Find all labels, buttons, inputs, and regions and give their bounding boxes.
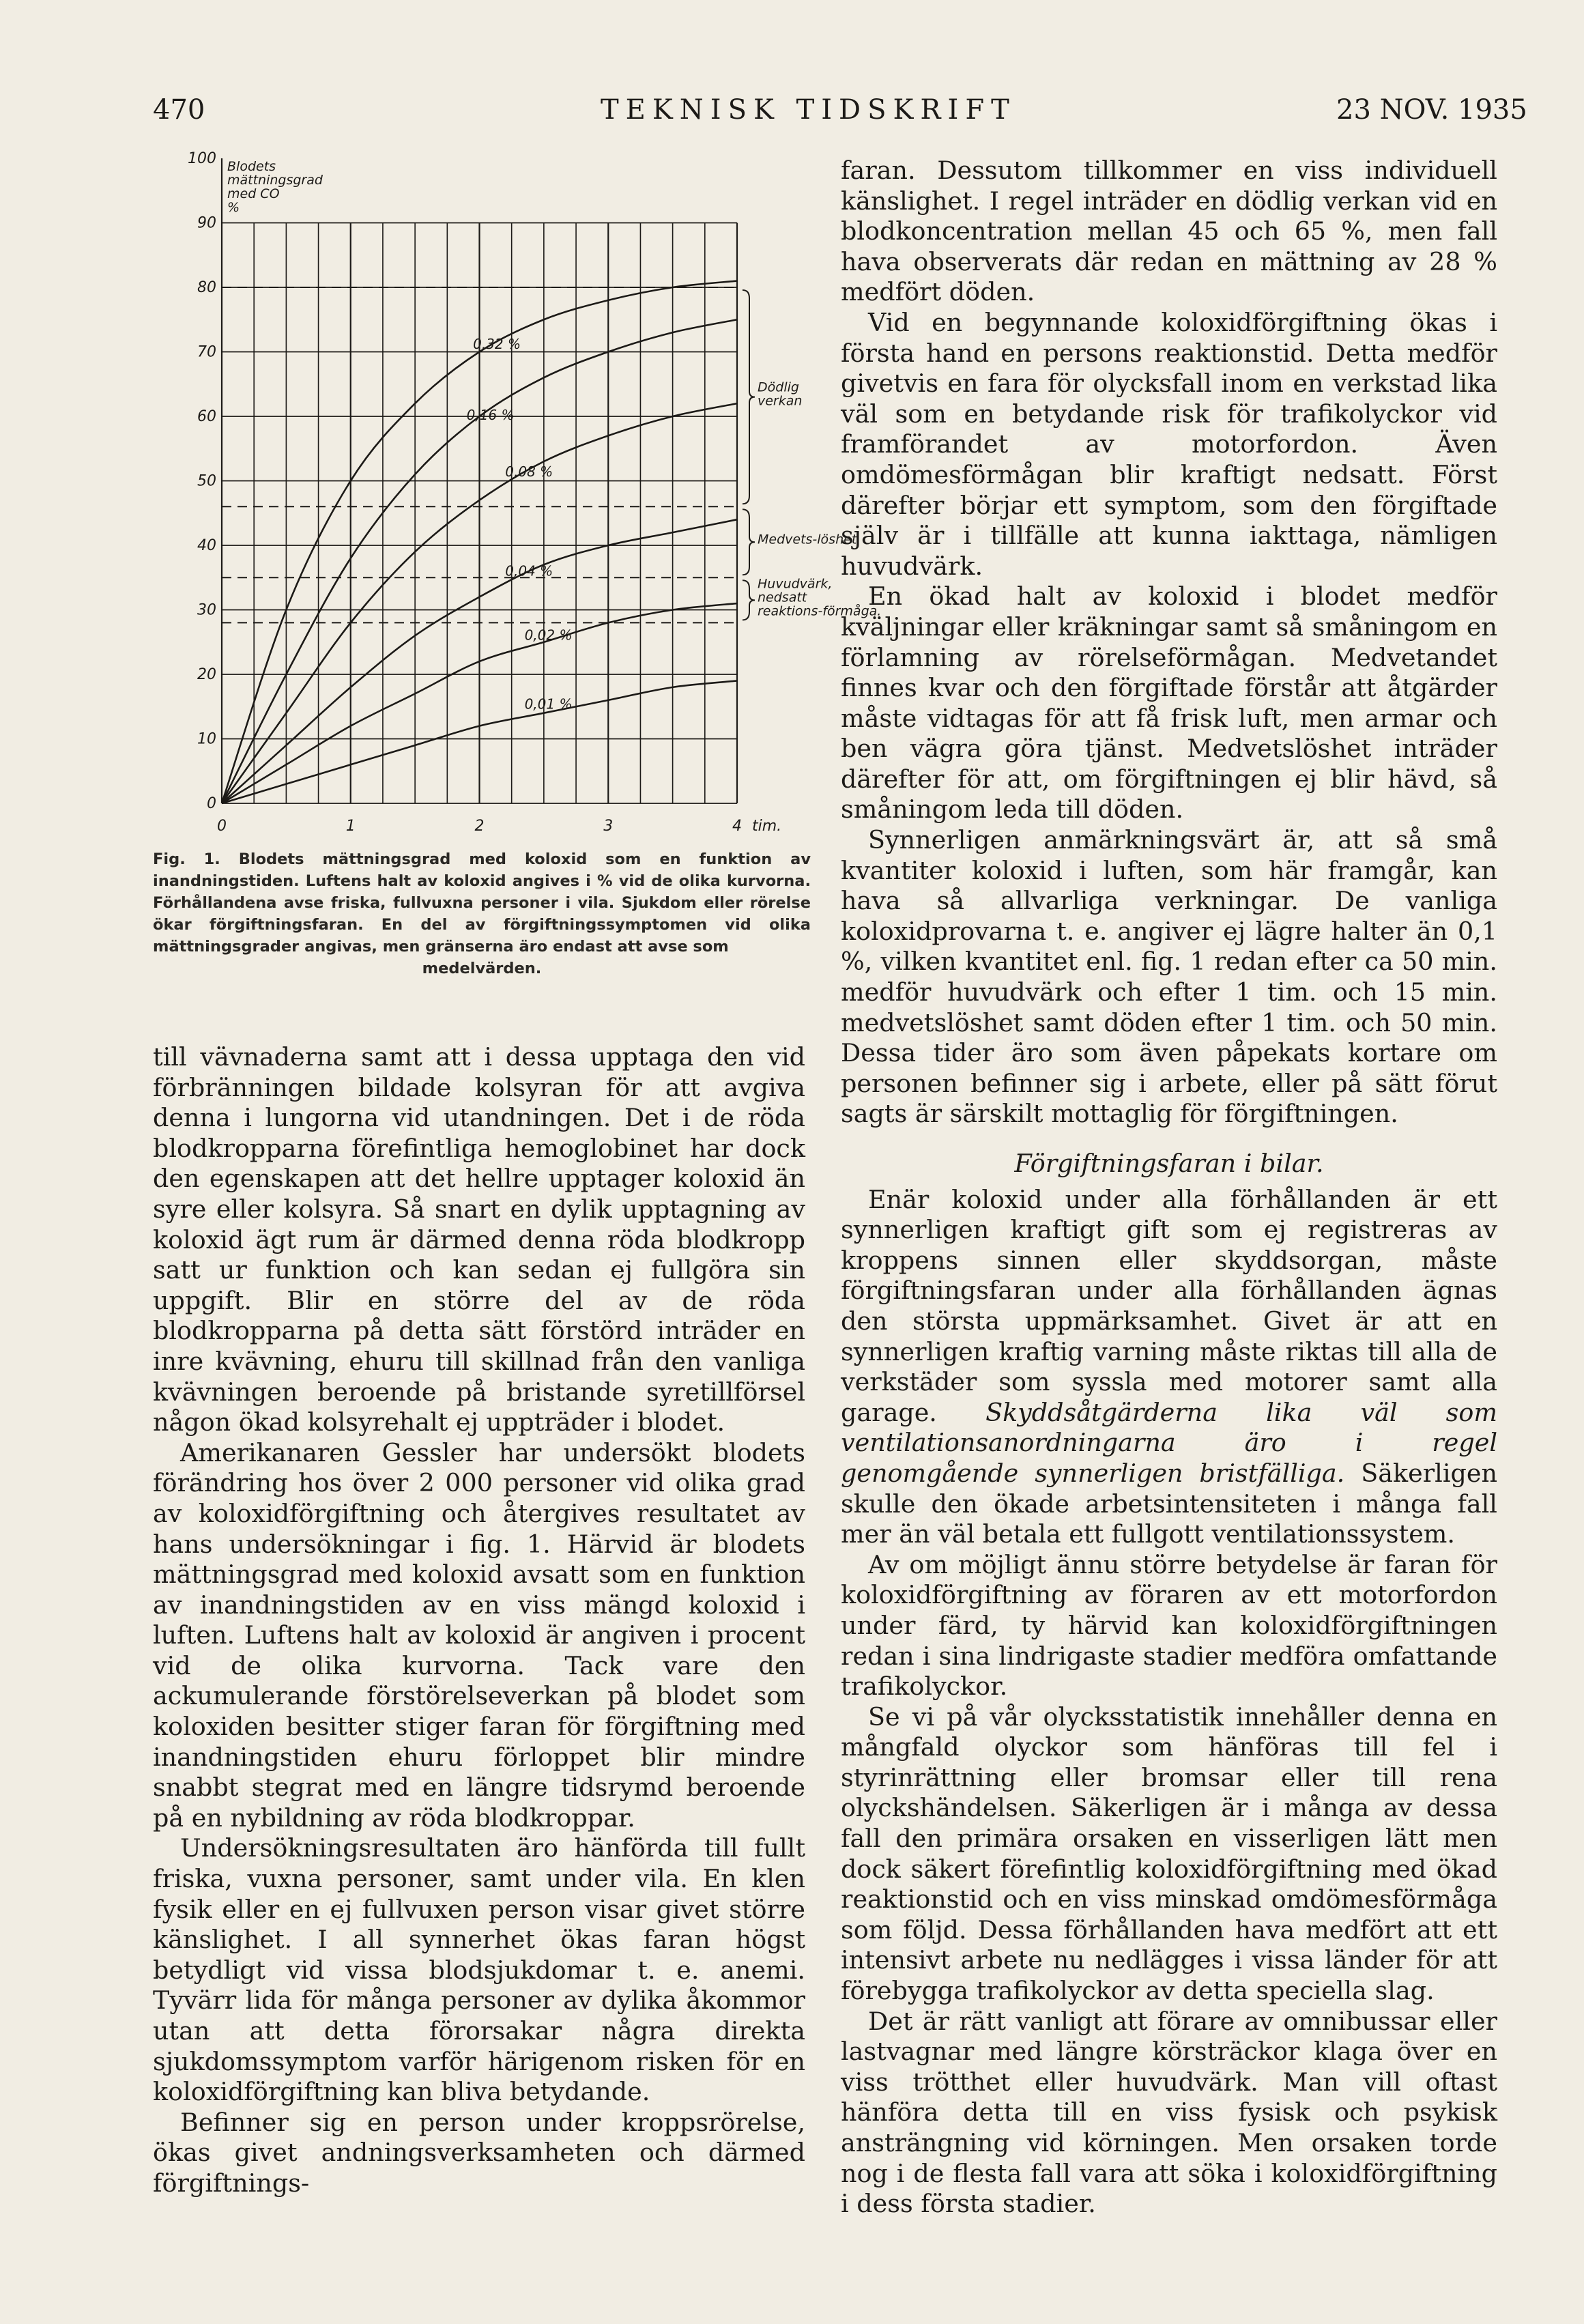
- paragraph: Undersökningsresultaten äro hänförda till fullt friska, vuxna personer, samt under vila. En klen fysik eller en ej fullvuxen person visar givet större känslighet. I all synnerhet ökas faran högst betydligt vid vissa blodsjukdomar t. e. anemi. Tyvärr lida för många personer av dylika åkommor utan att detta förorsakar några direkta sjukdomssymptom varför härigenom risken för en koloxidförgiftning kan bliva betydande.: [153, 1833, 805, 2107]
- paragraph: Amerikanaren Gessler har undersökt blodets förändring hos över 2 000 personer vid olika grad av koloxidförgiftning och återgives resultatet av hans undersökningar i fig. 1. Härvid är blodets mättningsgrad med koloxid avsatt som en funktion av inandningstiden av en viss mängd koloxid i luften. Luftens halt av koloxid är angiven i procent vid de olika kurvorna. Tack vare den ackumulerande förstörelseverkan på blodet som koloxiden besitter stiger faran för förgiftning med inandningstiden ehuru förloppet blir mindre snabbt stegrat med en längre tidsrymd beroende på en nybildning av röda blodkroppar.: [153, 1437, 805, 1833]
- paragraph: faran. Dessutom tillkommer en viss individuell känslighet. I regel inträder en dödlig verkan vid en blodkoncentration mellan 45 och 65 %, men fall hava observerats där redan en mättning av 28 % medfört döden.: [841, 156, 1497, 307]
- paragraph: Av om möjligt ännu större betydelse är faran för koloxidförgiftning av föraren av ett motorfordon under färd, ty härvid kan koloxidförgiftningen redan i sina lindrigaste stadier medföra omfattande trafikolyckor.: [841, 1549, 1497, 1702]
- paragraph: Vid en begynnande koloxidförgiftning ökas i första hand en persons reaktionstid. Detta medför givetvis en fara för olycksfall inom en verkstad lika väl som en betydande risk för trafikolyckor vid framförandet av motorfordon. Även omdömesförmågan blir kraftigt nedsatt. Först därefter börjar ett symptom, som den förgiftade själv är i tillfälle att kunna iakttaga, nämligen huvudvärk.: [841, 307, 1497, 581]
- y-tick-label: 90: [197, 214, 216, 232]
- annotation-line: Dödlig: [758, 379, 799, 395]
- caption-tail: medelvärden.: [422, 960, 542, 977]
- y-tick-label: 60: [197, 408, 216, 425]
- issue-date: 23 NOV. 1935: [1336, 94, 1527, 126]
- emphasized-text: Skyddsåtgärderna lika väl som ventilationsanordningarna äro i regel genomgående synnerligen bristfälliga.: [841, 1397, 1497, 1488]
- x-tick-label: 0: [217, 818, 227, 835]
- y-tick-label: 50: [197, 472, 216, 490]
- page-header: [0, 94, 1584, 135]
- paragraph: [841, 1185, 1497, 1550]
- series-label: 0,02 %: [524, 627, 573, 644]
- y-tick-label: 20: [197, 666, 216, 683]
- series-label: 0,08 %: [505, 463, 553, 480]
- paragraph-text: Enär koloxid under alla förhållanden är ett synnerligen kraftigt gift som ej registreras av kroppens sinnen eller skyddsorgan, måste förgiftningsfaran under alla förhållanden ägnas den största uppmärksamhet. Givet är att en synnerligen kraftig varning måste riktas till alla de verkstäder som syssla med motorer samt alla garage.: [841, 1184, 1497, 1427]
- x-tick-label: 1: [345, 818, 356, 835]
- right-column: [841, 156, 1497, 2220]
- annotation-line: Medvets-löshet: [758, 532, 857, 547]
- figure-caption: [153, 848, 811, 979]
- co-saturation-chart: [188, 150, 882, 848]
- annotation-bracket: [743, 509, 755, 575]
- annotation-line: nedsatt: [758, 590, 807, 605]
- chart-ticks: [188, 150, 781, 835]
- paragraph: till vävnaderna samt att i dessa upptaga den vid förbränningen bildade kolsyran för att avgiva denna i lungorna vid utandningen. Det i de röda blodkropparna förefintliga hemoglobinet har dock den egenskapen att det hellre upptager koloxid än syre eller kolsyra. Så snart en dylik upptagning av koloxid ägt rum är därmed denna röda blodkropp satt ur funktion och kan sedan ej fullgöra sin uppgift. Blir en större del av de röda blodkropparna på detta sätt förstörd inträder en inre kvävning, ehuru till skillnad från den vanliga kvävningen beroende på bristande syretillförsel någon ökad kolsyrehalt ej uppträder i blodet.: [153, 1042, 805, 1437]
- paragraph: Synnerligen anmärkningsvärt är, att så små kvantiter koloxid i luften, som här framgår, kan hava så allvarliga verkningar. De vanliga koloxidprovarna t. e. angiver ej lägre halter än 0,1 %, vilken kvantitet enl. fig. 1 redan efter ca 50 min. medför huvudvärk och efter 1 tim. och 15 min. medvetslöshet samt döden efter 1 tim. och 50 min. Dessa tider äro som även påpekats kortare om personen befinner sig i arbete, eller på sätt förut sagts är särskilt mottaglig för förgiftningen.: [841, 825, 1497, 1129]
- y-tick-label: 80: [197, 279, 216, 296]
- annotation-label: [758, 380, 802, 409]
- y-axis-label-line: Blodets: [227, 159, 276, 174]
- annotation-bracket: [743, 290, 755, 504]
- x-tick-label: 4: [732, 818, 742, 835]
- paragraph: Befinner sig en person under kroppsrörelse, ökas givet andningsverksamheten och därmed förgiftnings-: [153, 2107, 805, 2198]
- chart-annotations: [227, 159, 881, 620]
- y-tick-label: 70: [197, 343, 216, 361]
- journal-title: TEKNISK TIDSKRIFT: [601, 94, 1016, 126]
- paragraph-text: Säkerligen skulle den ökade arbetsintensiteten i många fall mer än väl betala ett fullgott ventilationssystem.: [841, 1458, 1497, 1549]
- left-column: [153, 1042, 805, 2199]
- annotation-bracket: [743, 580, 755, 620]
- annotation-line: Huvudvärk,: [758, 576, 833, 592]
- paragraph: Se vi på vår olycksstatistik innehåller denna en mångfald olyckor som hänföras till fel i styrinrättning eller bromsar eller till rena olyckshändelsen. Säkerligen är i många av dessa fall den primära orsaken en visserligen lätt men dock säkert förefintlig koloxidförgiftning med ökad reaktionstid och en viss minskad omdömesförmåga som följd. Dessa förhållanden hava medfört att ett intensivt arbete nu nedlägges i vissa länder för att förebygga trafikolyckor av detta speciella slag.: [841, 1702, 1497, 2006]
- y-axis-label-line: %: [227, 200, 240, 215]
- page-number: 470: [153, 94, 205, 126]
- series-label: 0,32 %: [473, 336, 521, 353]
- annotation-line: verkan: [758, 393, 803, 409]
- series-label: 0,16 %: [466, 407, 515, 424]
- series-label: 0,04 %: [505, 562, 553, 579]
- y-tick-label: 40: [197, 537, 216, 554]
- y-tick-label: 100: [188, 150, 216, 167]
- y-tick-label: 30: [197, 601, 216, 619]
- y-tick-label: 0: [207, 795, 216, 812]
- section-title: Förgiftningsfaran i bilar.: [1014, 1149, 1324, 1178]
- x-tick-label: 3: [603, 818, 614, 835]
- y-axis-label-line: mättningsgrad: [227, 173, 323, 188]
- caption-text: Fig. 1. Blodets mättningsgrad med koloxid som en funktion av inandningstiden. Luftens halt av koloxid angives i % vid de olika kurvorna. Förhållandena avse friska, fullvuxna personer i vila. Sjukdom eller rörelse ökar förgiftningsfaran. En del av förgiftningssymptomen vid olika mättningsgrader angivas, men gränserna äro endast att avse som: [153, 850, 811, 956]
- paragraph: En ökad halt av koloxid i blodet medför kväljningar eller kräkningar samt så småningom en förlamning av rörelseförmågan. Medvetandet finnes kvar och den förgiftade förstår att åtgärder måste vidtagas för att få frisk luft, men armar och ben vägra göra tjänst. Medvetslöshet inträder därefter för att, om förgiftningen ej blir hävd, så småningom leda till döden.: [841, 582, 1497, 824]
- y-axis-label-line: med CO: [227, 186, 280, 201]
- x-axis-unit: tim.: [752, 818, 782, 835]
- paragraph: Det är rätt vanligt att förare av omnibussar eller lastvagnar med längre körsträckor klaga över en viss trötthet eller huvudvärk. Man vill oftast hänföra detta till en viss fysisk och psykisk ansträngning vid körningen. Men orsaken torde nog i de flesta fall vara att söka i koloxidförgiftning i dess första stadier.: [841, 2006, 1497, 2219]
- chart-grid: [222, 158, 737, 803]
- y-tick-label: 10: [197, 730, 216, 748]
- series-label: 0,01 %: [524, 695, 573, 713]
- x-tick-label: 2: [474, 818, 485, 835]
- annotation-line: reaktions-förmåga.: [758, 603, 882, 619]
